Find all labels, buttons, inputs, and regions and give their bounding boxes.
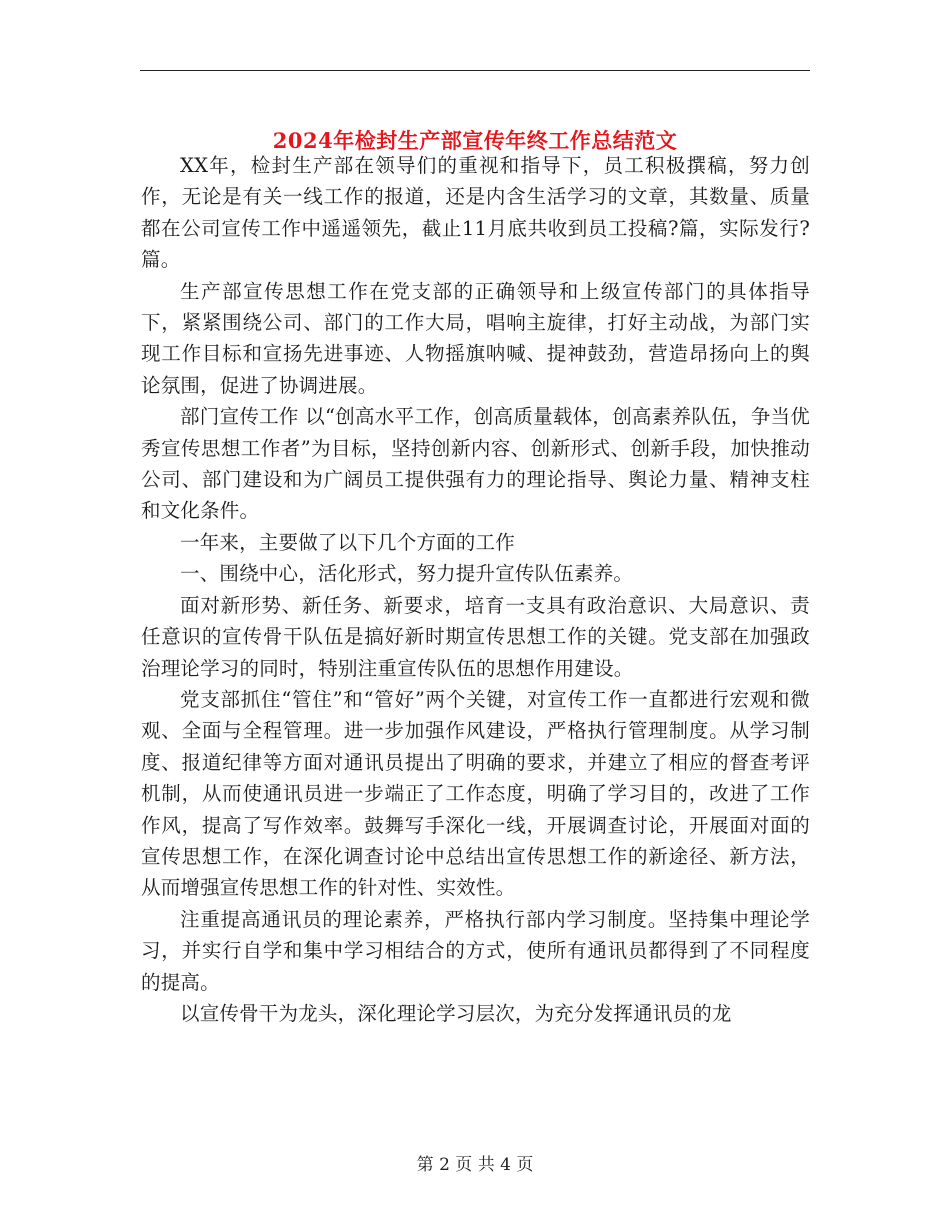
paragraph-7: 注重提高通讯员的理论素养，严格执行部内学习制度。坚持集中理论学习，并实行自学和集中学习相结合的方式，使所有通讯员都得到了不同程度的提高。 xyxy=(141,907,810,994)
paragraph-6: 党支部抓住“管住”和“管好”两个关键，对宣传工作一直都进行宏观和微观、全面与全程管理。进一步加强作风建设，严格执行管理制度。从学习制度、报道纪律等方面对通讯员提出了明确的要求，并建立了相应的督查考评机制，从而使通讯员进一步端正了工作态度，明确了学习目的，改进了工作作风，提高了写作效率。鼓舞写手深化一线，开展调查讨论，开展面对面的宣传思想工作，在深化调查讨论中总结出宣传思想工作的新途径、新方法，从而增强宣传思想工作的针对性、实效性。 xyxy=(141,687,810,900)
header-rule xyxy=(140,70,810,71)
paragraph-4: 一年来，主要做了以下几个方面的工作 xyxy=(180,530,515,554)
paragraph-8: 以宣传骨干为龙头，深化理论学习层次，为充分发挥通讯员的龙 xyxy=(180,1001,732,1025)
document-title: 2024年检封生产部宣传年终工作总结范文 xyxy=(272,128,678,154)
page-number: 第 2 页 共 4 页 xyxy=(416,1155,534,1175)
paragraph-1: XX年，检封生产部在领导们的重视和指导下，员工积极撰稿，努力创作，无论是有关一线工作的报道，还是内含生活学习的文章，其数量、质量都在公司宣传工作中遥遥领先，截止11月底共收到员工投稿?篇，实际发行?篇。 xyxy=(141,154,810,272)
paragraph-3: 部门宣传工作 以“创高水平工作，创高质量载体，创高素养队伍，争当优秀宣传思想工作者”为目标，坚持创新内容、创新形式、创新手段，加快推动公司、部门建设和为广阔员工提供强有力的理论指导、舆论力量、精神支柱和文化条件。 xyxy=(141,405,810,523)
paragraph-5: 面对新形势、新任务、新要求，培育一支具有政治意识、大局意识、责任意识的宣传骨干队伍是搞好新时期宣传思想工作的关键。党支部在加强政治理论学习的同时，特别注重宣传队伍的思想作用建设。 xyxy=(141,593,810,680)
paragraph-2: 生产部宣传思想工作在党支部的正确领导和上级宣传部门的具体指导下，紧紧围绕公司、部门的工作大局，唱响主旋律，打好主动战，为部门实现工作目标和宣扬先进事迹、人物摇旗呐喊、提神鼓劲，营造昂扬向上的舆论氛围，促进了协调进展。 xyxy=(141,279,810,397)
document-body xyxy=(141,150,810,1029)
section-heading-1: 一、围绕中心，活化形式，努力提升宣传队伍素养。 xyxy=(180,562,634,586)
